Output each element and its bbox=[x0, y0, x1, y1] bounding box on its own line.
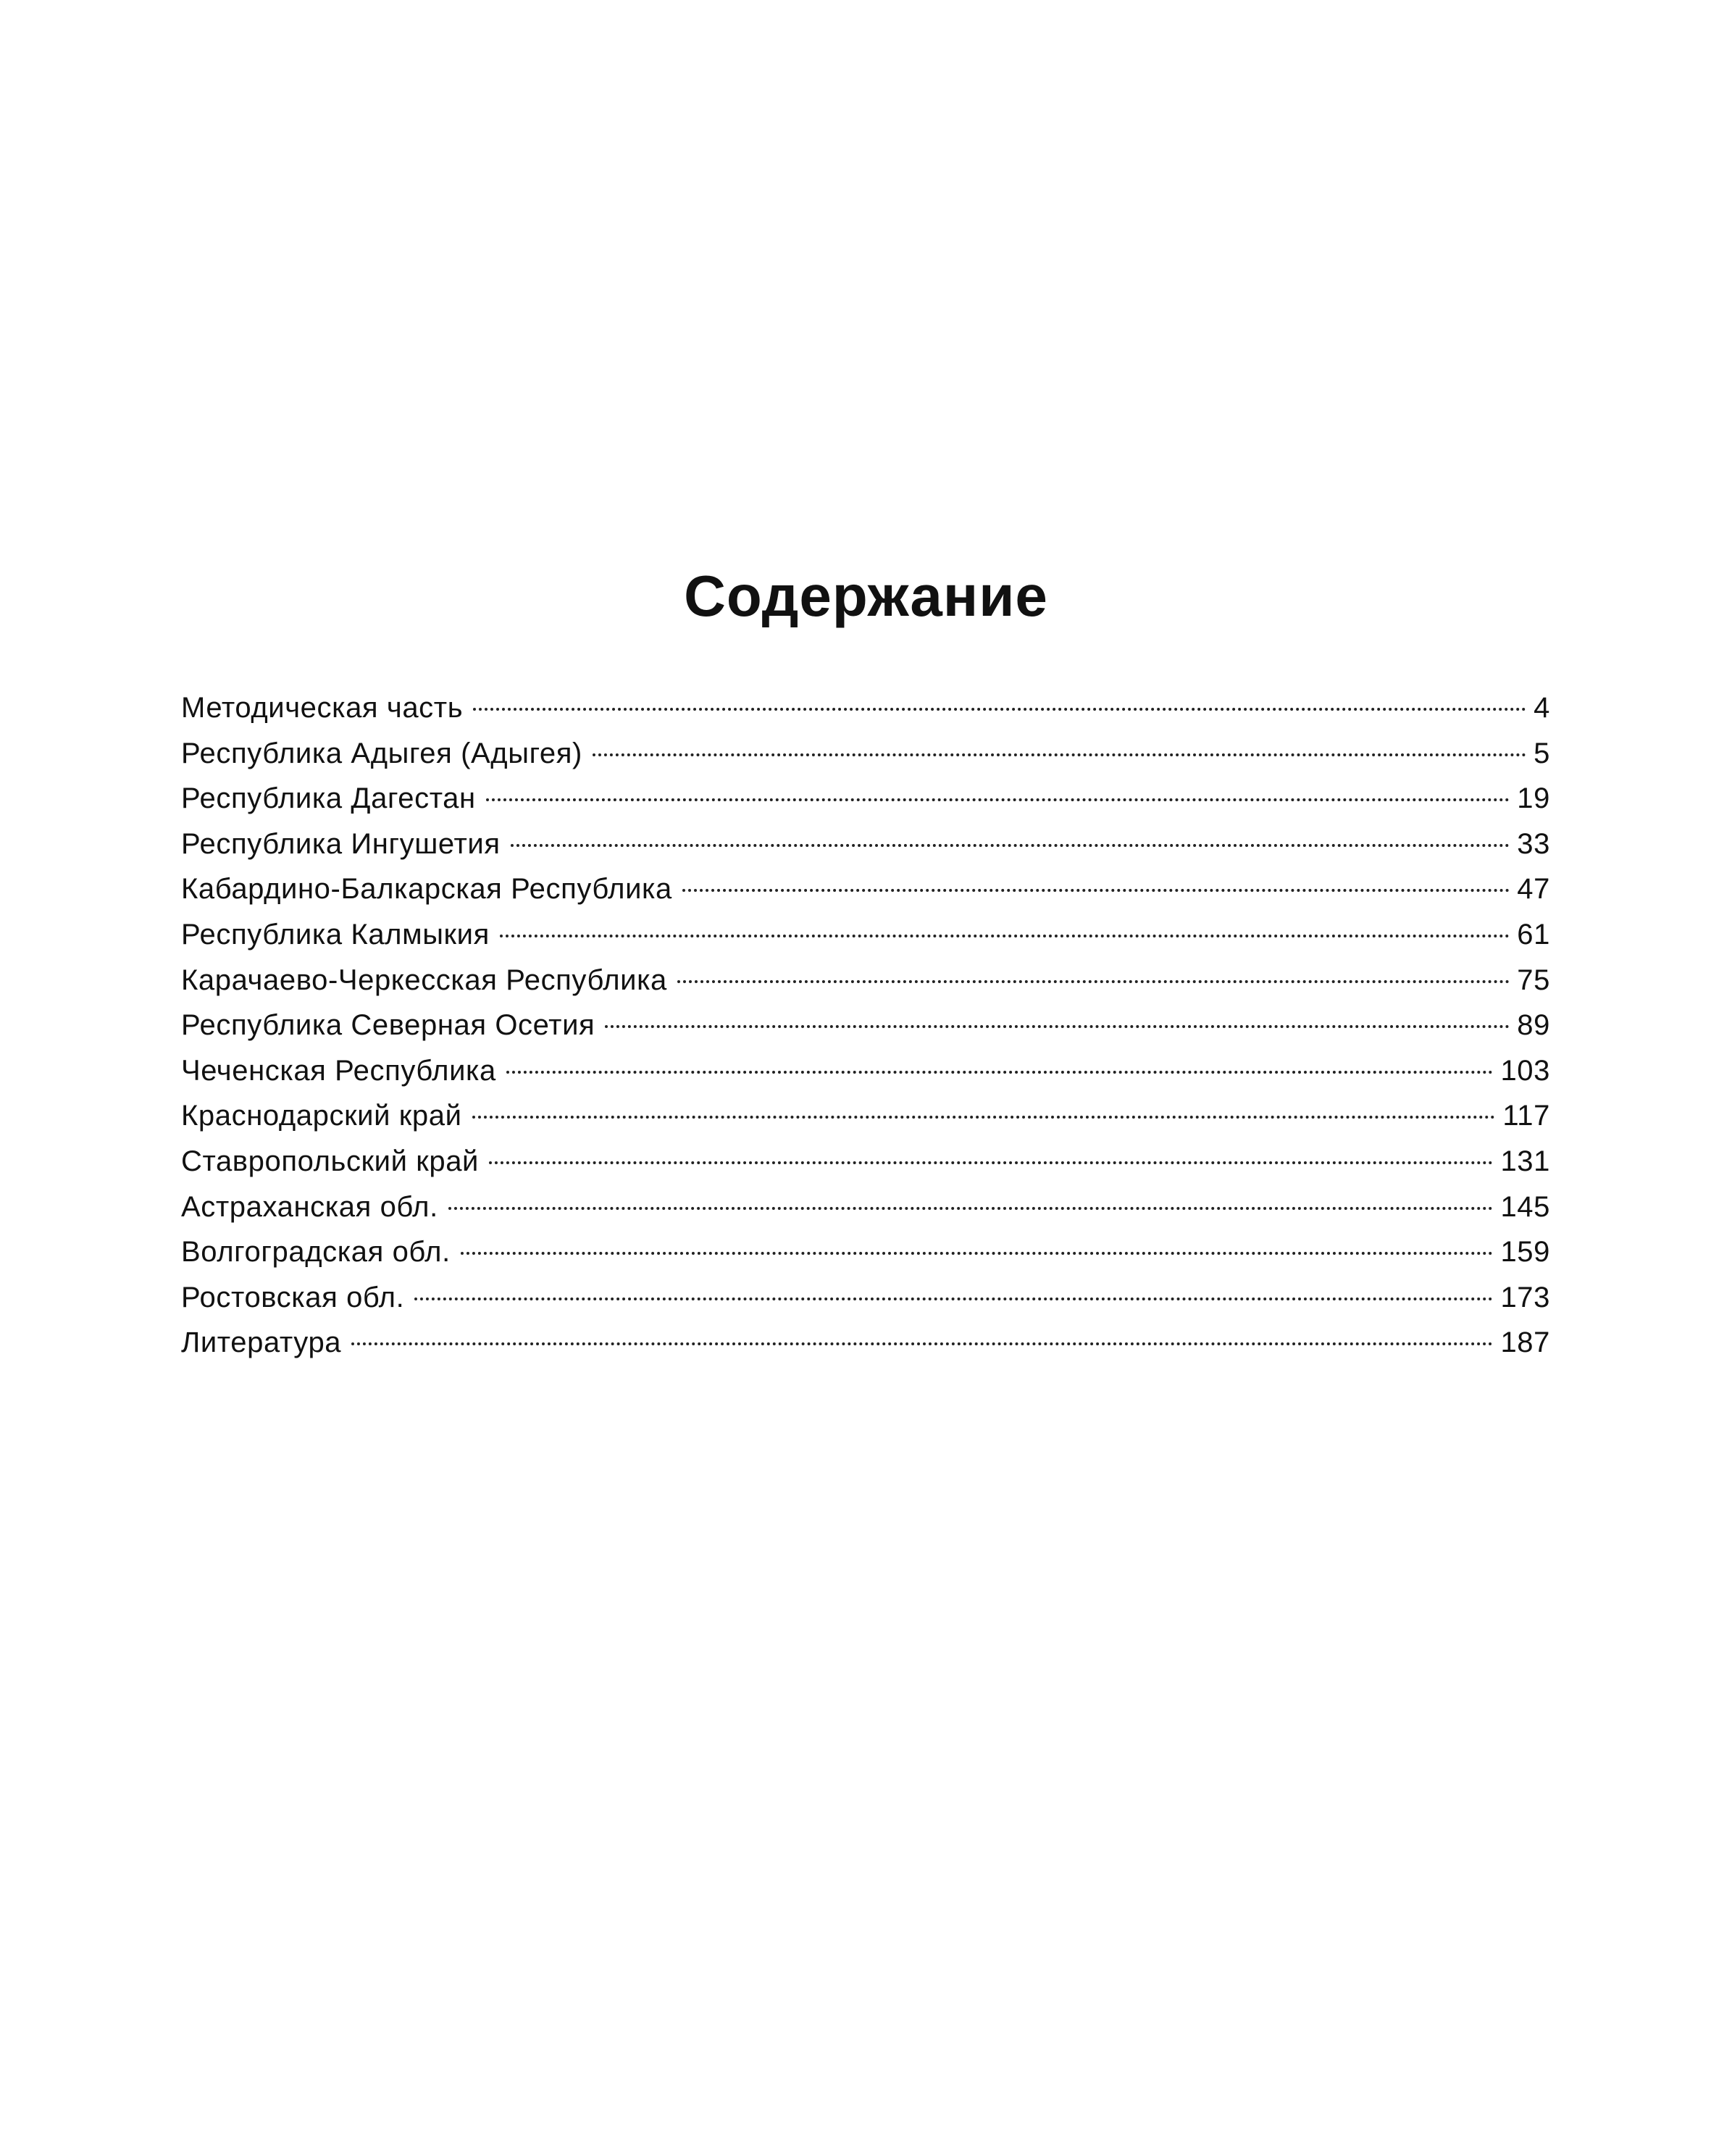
toc-entry-page: 117 bbox=[1502, 1100, 1550, 1132]
toc-dot-leader bbox=[500, 935, 1510, 937]
toc-entry-page: 145 bbox=[1500, 1190, 1550, 1223]
page-title: Содержание bbox=[684, 564, 1048, 628]
toc-entry-page: 5 bbox=[1534, 737, 1550, 769]
toc-entry-page: 4 bbox=[1534, 692, 1550, 724]
toc-entry bbox=[181, 866, 1550, 912]
toc-entry bbox=[181, 1184, 1550, 1230]
toc-entry-label: Ростовская обл. bbox=[181, 1281, 405, 1313]
toc-entry-page: 47 bbox=[1517, 873, 1550, 906]
toc-entry bbox=[181, 685, 1550, 731]
toc-dot-leader bbox=[461, 1252, 1494, 1255]
toc-entry bbox=[181, 1003, 1550, 1048]
toc-dot-leader bbox=[473, 708, 1526, 711]
toc-entry-label: Волгоградская обл. bbox=[181, 1236, 451, 1269]
toc-entry-page: 131 bbox=[1500, 1145, 1550, 1177]
toc-entry-page: 173 bbox=[1500, 1281, 1550, 1313]
toc-entry-page: 75 bbox=[1517, 964, 1550, 996]
toc-entry bbox=[181, 1275, 1550, 1321]
toc-entry bbox=[181, 1048, 1550, 1094]
toc-entry bbox=[181, 1093, 1550, 1139]
toc-entry-label: Республика Дагестан bbox=[181, 782, 476, 815]
toc-entry-label: Чеченская Республика bbox=[181, 1054, 496, 1087]
toc-entry-label: Республика Калмыкия bbox=[181, 918, 490, 950]
toc-dot-leader bbox=[351, 1342, 1493, 1345]
toc-entry-label: Литература bbox=[181, 1326, 342, 1359]
toc-entry bbox=[181, 731, 1550, 777]
toc-dot-leader bbox=[511, 844, 1510, 847]
toc-entry-label: Республика Ингушетия bbox=[181, 827, 501, 860]
toc-entry-label: Астраханская обл. bbox=[181, 1190, 438, 1223]
toc-dot-leader bbox=[682, 889, 1510, 892]
toc-dot-leader bbox=[593, 753, 1526, 756]
toc-entry-label: Методическая часть bbox=[181, 692, 464, 724]
toc-dot-leader bbox=[605, 1025, 1510, 1028]
toc-entry bbox=[181, 776, 1550, 822]
toc-entry bbox=[181, 1320, 1550, 1366]
toc-entry bbox=[181, 912, 1550, 958]
toc-entry-label: Республика Адыгея (Адыгея) bbox=[181, 737, 582, 769]
toc-entry-page: 187 bbox=[1500, 1326, 1550, 1359]
toc-entry bbox=[181, 1229, 1550, 1275]
toc-dot-leader bbox=[486, 798, 1510, 801]
toc-dot-leader bbox=[677, 980, 1510, 983]
toc-entry-label: Кабардино-Балкарская Республика bbox=[181, 873, 672, 906]
toc-entry-label: Ставропольский край bbox=[181, 1145, 479, 1177]
toc-entry-page: 159 bbox=[1500, 1236, 1550, 1269]
toc-entry-page: 19 bbox=[1517, 782, 1550, 815]
toc-entry-label: Краснодарский край bbox=[181, 1100, 462, 1132]
table-of-contents bbox=[181, 685, 1550, 1366]
toc-entry-page: 103 bbox=[1500, 1054, 1550, 1087]
toc-dot-leader bbox=[414, 1298, 1493, 1300]
toc-entry-page: 61 bbox=[1517, 918, 1550, 950]
toc-dot-leader bbox=[489, 1161, 1493, 1164]
toc-entry-page: 89 bbox=[1517, 1009, 1550, 1042]
toc-entry-label: Республика Северная Осетия bbox=[181, 1009, 595, 1042]
toc-dot-leader bbox=[472, 1116, 1496, 1119]
toc-dot-leader bbox=[506, 1071, 1494, 1074]
toc-entry bbox=[181, 822, 1550, 867]
toc-entry-page: 33 bbox=[1517, 827, 1550, 860]
toc-entry bbox=[181, 958, 1550, 1003]
toc-dot-leader bbox=[448, 1207, 1494, 1210]
toc-entry-label: Карачаево-Черкесская Республика bbox=[181, 964, 667, 996]
toc-entry bbox=[181, 1139, 1550, 1184]
